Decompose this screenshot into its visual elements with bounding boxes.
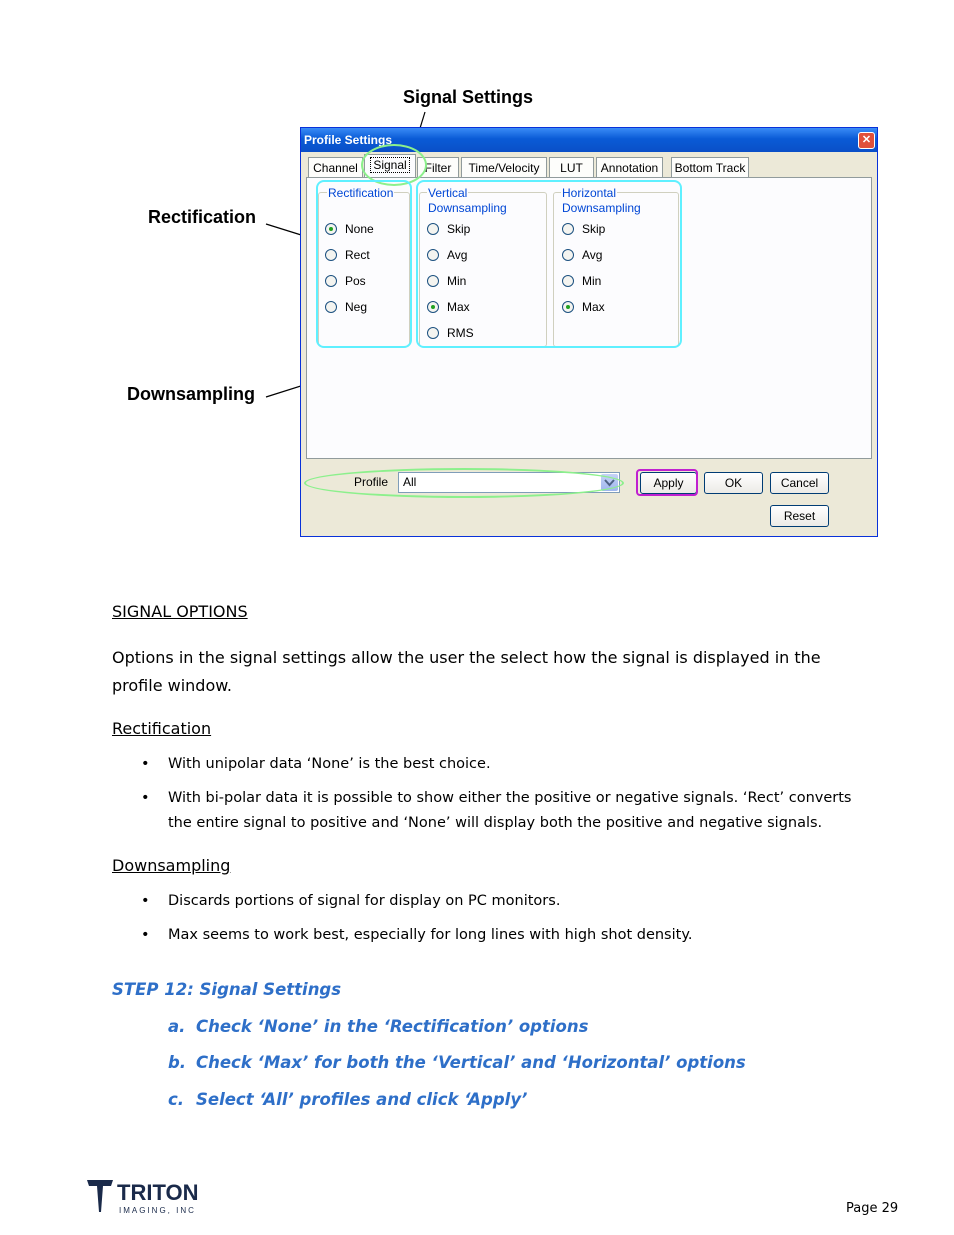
bullet-text: With bi-polar data it is possible to show either the positive or negative signals. ‘Rect’ converts the entire signal to positive and ‘None’ will display both the positive and negative signals. bbox=[168, 790, 852, 831]
horizontal-group-title-2: Downsampling bbox=[562, 201, 641, 215]
logo-name: TRITON bbox=[117, 1180, 199, 1205]
list-item bbox=[141, 752, 868, 777]
step-text: Check ‘None’ in the ‘Rectification’ options bbox=[196, 1017, 589, 1036]
profile-settings-dialog bbox=[300, 127, 878, 537]
step-letter: a. bbox=[168, 1017, 186, 1036]
radio-label: Max bbox=[447, 300, 470, 314]
profile-select-value: All bbox=[403, 475, 417, 489]
downsampling-heading: Downsampling bbox=[112, 856, 231, 875]
step-title: STEP 12: Signal Settings bbox=[112, 980, 342, 999]
bullet-icon: • bbox=[141, 893, 150, 909]
radio-label: Pos bbox=[345, 274, 366, 288]
bullet-icon: • bbox=[141, 790, 150, 806]
step-letter: c. bbox=[168, 1090, 185, 1109]
ok-button[interactable]: OK bbox=[704, 472, 763, 494]
radio-label: None bbox=[345, 222, 374, 236]
bullet-text: Max seems to work best, especially for long lines with high shot density. bbox=[168, 927, 693, 943]
apply-button[interactable]: Apply bbox=[640, 472, 697, 494]
step-text: Check ‘Max’ for both the ‘Vertical’ and ‘Horizontal’ options bbox=[196, 1053, 746, 1072]
tab-time-velocity[interactable]: Time/Velocity bbox=[461, 157, 547, 177]
downsampling-callout: Downsampling bbox=[127, 384, 256, 404]
profile-highlight bbox=[304, 468, 624, 498]
step-item-b bbox=[168, 1053, 746, 1072]
radio-label: Min bbox=[447, 274, 467, 288]
tab-signal-label: Signal bbox=[370, 157, 409, 173]
page-number: Page 29 bbox=[846, 1201, 899, 1216]
cancel-button[interactable]: Cancel bbox=[770, 472, 829, 494]
bullet-icon: • bbox=[141, 927, 150, 943]
horizontal-group-title-1: Horizontal bbox=[562, 186, 617, 200]
vertical-group-title-1: Vertical bbox=[428, 186, 468, 200]
radio-label: Avg bbox=[447, 248, 468, 262]
bullet-icon: • bbox=[141, 756, 150, 772]
rectification-heading: Rectification bbox=[112, 719, 212, 738]
radio-label: Max bbox=[582, 300, 605, 314]
list-item bbox=[141, 889, 868, 914]
logo-subtitle: IMAGING, INC bbox=[119, 1206, 196, 1215]
dialog-title: Profile Settings bbox=[304, 133, 393, 147]
bullet-text: Discards portions of signal for display on PC monitors. bbox=[168, 893, 561, 909]
tab-bottom-track[interactable]: Bottom Track bbox=[671, 157, 749, 177]
radio-label: Avg bbox=[582, 248, 603, 262]
list-item bbox=[141, 786, 868, 836]
section-heading: SIGNAL OPTIONS bbox=[112, 602, 248, 621]
rectification-highlight bbox=[316, 180, 412, 348]
rectification-group-title: Rectification bbox=[328, 186, 394, 200]
downsampling-highlight bbox=[416, 180, 682, 348]
triton-logo bbox=[86, 1178, 216, 1218]
radio-label: RMS bbox=[447, 326, 474, 340]
radio-label: Skip bbox=[582, 222, 606, 236]
intro-paragraph: Options in the signal settings allow the user the select how the signal is displayed in the profile window. bbox=[112, 648, 821, 695]
radio-label: Skip bbox=[447, 222, 471, 236]
close-icon[interactable]: ✕ bbox=[858, 132, 875, 149]
list-item bbox=[141, 923, 868, 948]
vertical-group-title-2: Downsampling bbox=[428, 201, 507, 215]
step-text: Select ‘All’ profiles and click ‘Apply’ bbox=[196, 1090, 528, 1109]
step-letter: b. bbox=[168, 1053, 187, 1072]
apply-highlight bbox=[636, 469, 698, 496]
tab-filter[interactable]: Filter bbox=[417, 157, 459, 177]
radio-label: Rect bbox=[345, 248, 370, 262]
trident-icon bbox=[86, 1178, 114, 1214]
step-item-a bbox=[168, 1017, 588, 1036]
signal-settings-callout: Signal Settings bbox=[403, 87, 534, 107]
step-item-c bbox=[168, 1090, 527, 1109]
radio-label: Min bbox=[582, 274, 602, 288]
tab-lut[interactable]: LUT bbox=[549, 157, 594, 177]
tab-channel[interactable]: Channel bbox=[308, 157, 363, 177]
profile-label: Profile bbox=[354, 475, 389, 489]
bullet-text: With unipolar data ‘None’ is the best choice. bbox=[168, 756, 491, 772]
radio-label: Neg bbox=[345, 300, 368, 314]
reset-button[interactable]: Reset bbox=[770, 505, 829, 527]
rectification-callout: Rectification bbox=[148, 207, 257, 227]
tab-annotation[interactable]: Annotation bbox=[596, 157, 663, 177]
